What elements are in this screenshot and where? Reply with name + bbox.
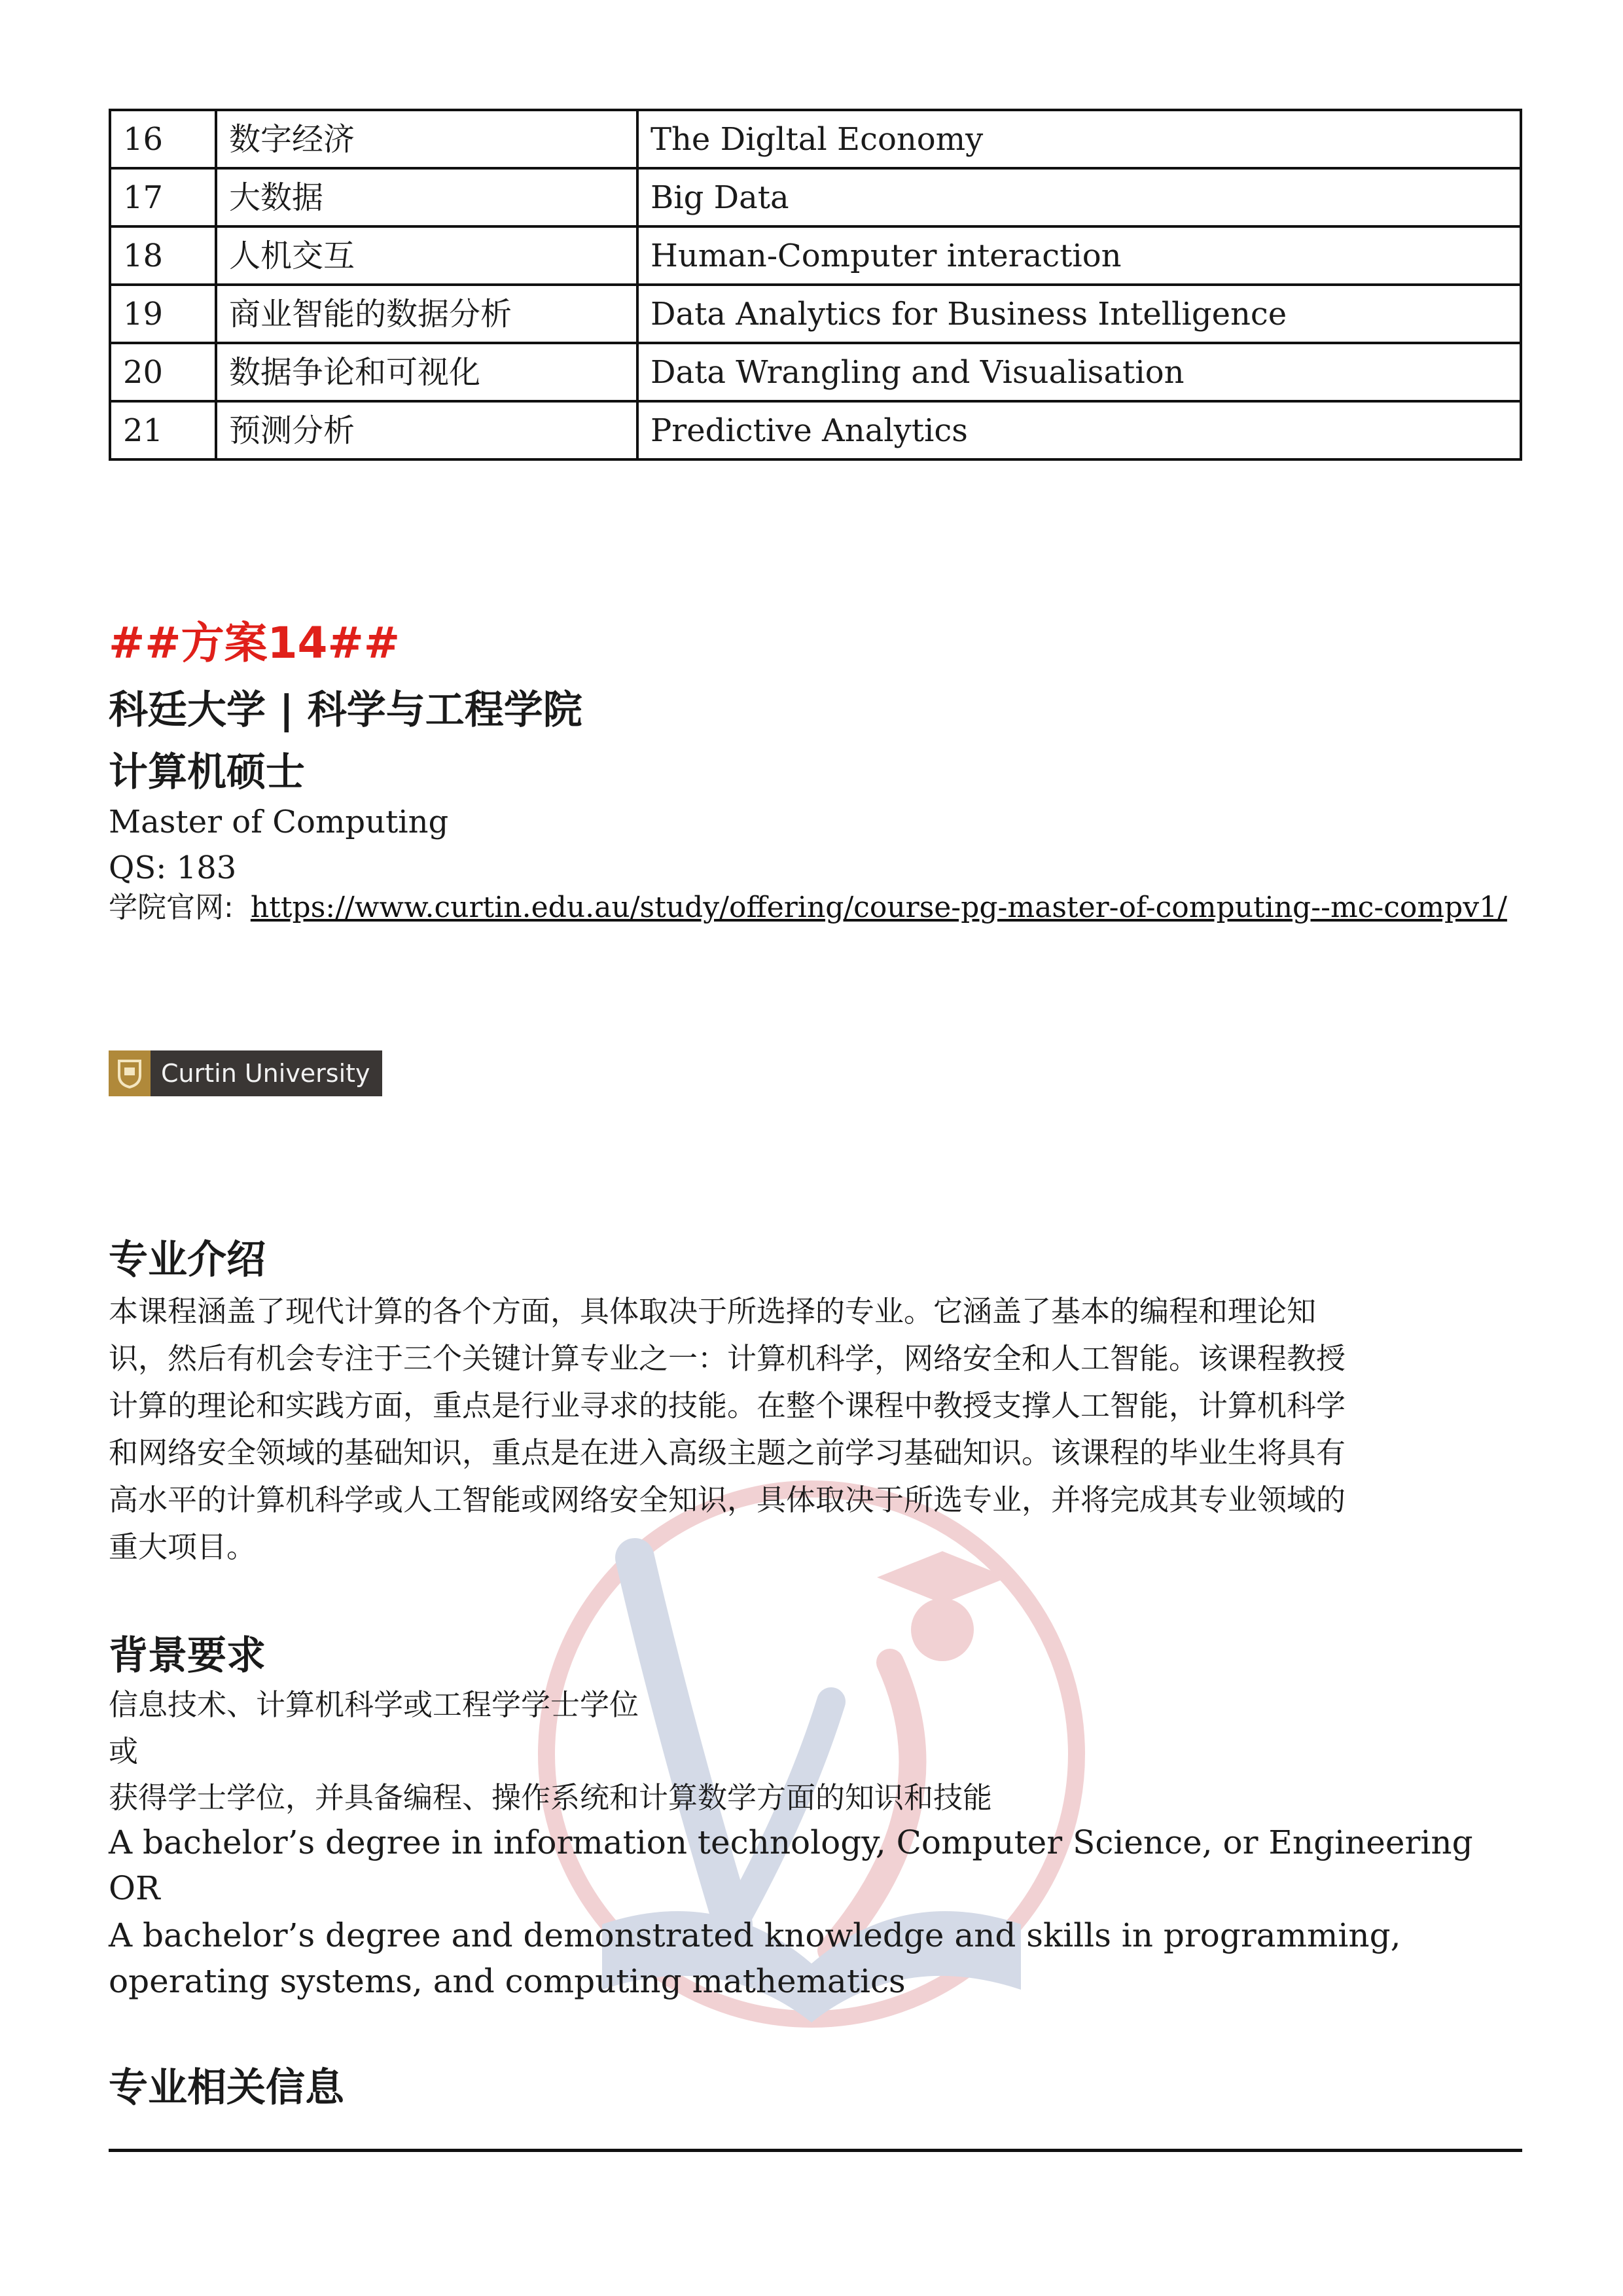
- intro-line: 重大项目。: [109, 1530, 257, 1564]
- crest-icon: [109, 1050, 151, 1096]
- requirement-zh-option2: 获得学士学位，并具备编程、操作系统和计算数学方面的知识和技能: [109, 1780, 993, 1815]
- table-row: [110, 285, 1521, 343]
- website-row: [109, 893, 1507, 922]
- course-number-cell: 18: [110, 226, 216, 285]
- related-info-heading: 专业相关信息: [109, 2065, 344, 2111]
- course-name-en-cell: Predictive Analytics: [637, 401, 1521, 459]
- plan-title: ##方案14##: [109, 618, 401, 668]
- degree-title-zh: 计算机硕士: [109, 749, 305, 795]
- course-name-zh-cell: 数据争论和可视化: [216, 343, 637, 401]
- degree-title-en: Master of Computing: [109, 804, 449, 840]
- school-name: 科廷大学 | 科学与工程学院: [109, 687, 582, 733]
- requirement-en-option2-line1: A bachelor’s degree and demonstrated knowledge and skills in programming,: [109, 1916, 1401, 1954]
- website-label: 学院官网:: [109, 891, 234, 924]
- course-name-zh-cell: 人机交互: [216, 226, 637, 285]
- website-link[interactable]: https://www.curtin.edu.au/study/offering/course-pg-master-of-computing--mc-compv1/: [250, 891, 1507, 924]
- course-number-cell: 19: [110, 285, 216, 343]
- background-heading: 背景要求: [109, 1633, 266, 1679]
- course-name-en-cell: The Digltal Economy: [637, 110, 1521, 168]
- course-name-zh-cell: 大数据: [216, 168, 637, 226]
- intro-line: 和网络安全领域的基础知识，重点是在进入高级主题之前学习基础知识。该课程的毕业生将具有: [109, 1435, 1346, 1470]
- course-name-en-cell: Human-Computer interaction: [637, 226, 1521, 285]
- course-number-cell: 21: [110, 401, 216, 459]
- course-name-zh-cell: 预测分析: [216, 401, 637, 459]
- intro-heading: 专业介绍: [109, 1237, 266, 1283]
- logo-text: Curtin University: [161, 1059, 370, 1088]
- table-row: [110, 343, 1521, 401]
- requirement-zh-option1: 信息技术、计算机科学或工程学学士学位: [109, 1687, 639, 1722]
- course-name-zh-cell: 商业智能的数据分析: [216, 285, 637, 343]
- requirement-en-or: OR: [109, 1869, 160, 1907]
- section-divider: [109, 2149, 1522, 2152]
- requirement-en-option2-line2: operating systems, and computing mathematics: [109, 1962, 906, 2000]
- intro-paragraph: [109, 1288, 1522, 1571]
- table-row: [110, 110, 1521, 168]
- course-name-en-cell: Data Analytics for Business Intelligence: [637, 285, 1521, 343]
- table-row: [110, 168, 1521, 226]
- course-name-zh-cell: 数字经济: [216, 110, 637, 168]
- curtin-logo: [109, 1050, 382, 1096]
- course-table: [109, 109, 1522, 461]
- qs-ranking: QS: 183: [109, 850, 237, 886]
- requirement-zh-or: 或: [109, 1734, 139, 1768]
- course-name-en-cell: Data Wrangling and Visualisation: [637, 343, 1521, 401]
- course-name-en-cell: Big Data: [637, 168, 1521, 226]
- intro-line: 计算的理论和实践方面，重点是行业寻求的技能。在整个课程中教授支撑人工智能，计算机科学: [109, 1388, 1346, 1423]
- intro-line: 识，然后有机会专注于三个关键计算专业之一：计算机科学，网络安全和人工智能。该课程教授: [109, 1341, 1346, 1376]
- course-number-cell: 16: [110, 110, 216, 168]
- intro-line: 本课程涵盖了现代计算的各个方面，具体取决于所选择的专业。它涵盖了基本的编程和理论知: [109, 1294, 1317, 1329]
- requirement-en-option1: A bachelor’s degree in information technology, Computer Science, or Engineering: [109, 1823, 1473, 1861]
- table-row: [110, 401, 1521, 459]
- table-row: [110, 226, 1521, 285]
- intro-line: 高水平的计算机科学或人工智能或网络安全知识，具体取决于所选专业，并将完成其专业领域的: [109, 1482, 1346, 1517]
- course-number-cell: 20: [110, 343, 216, 401]
- course-number-cell: 17: [110, 168, 216, 226]
